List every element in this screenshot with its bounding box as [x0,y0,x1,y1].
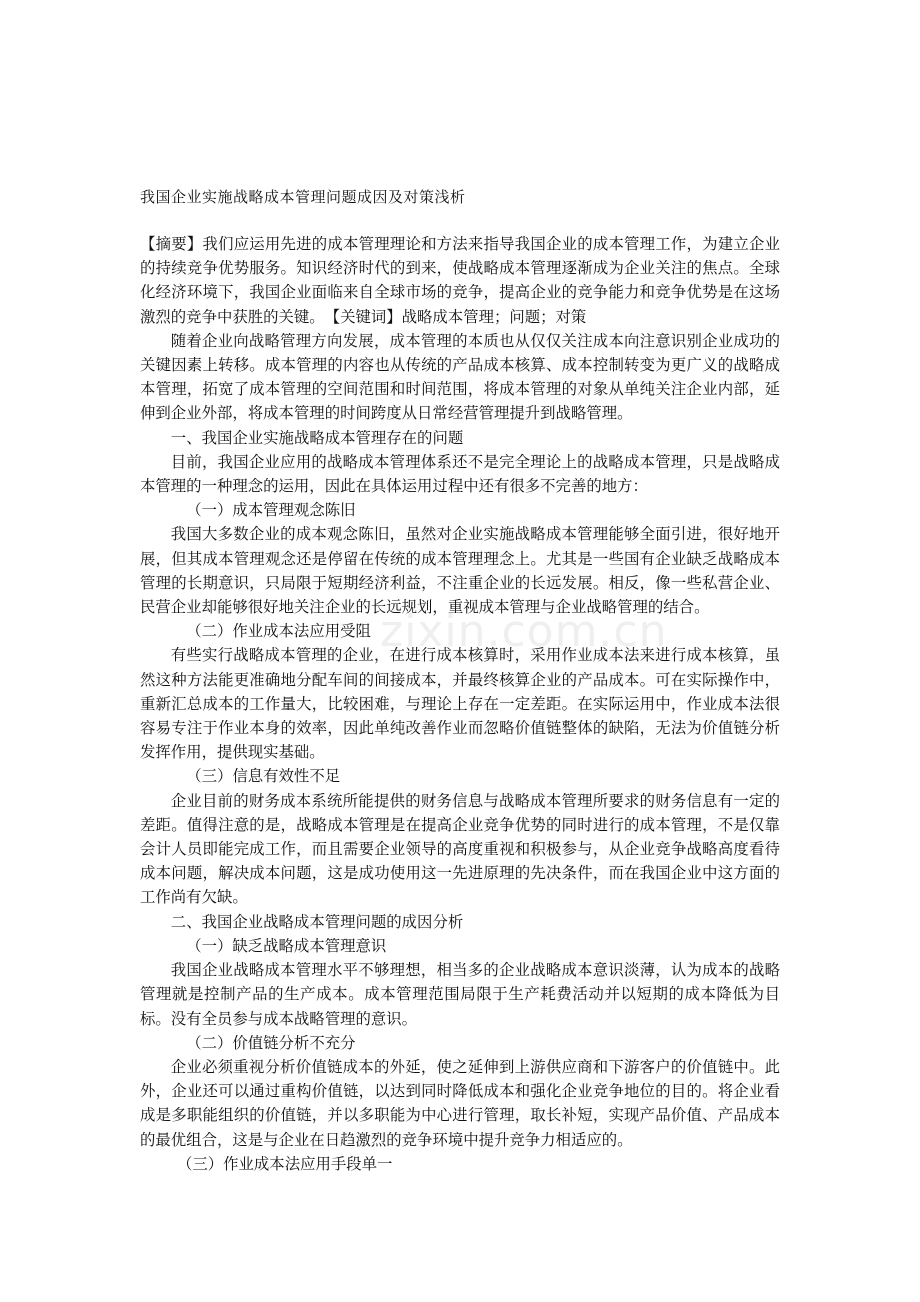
subsection-heading: （一）成本管理观念陈旧 [186,501,356,520]
body-paragraph: 目前，我国企业应用的战略成本管理体系还不是完全理论上的战略成本管理，只是战略成本管理的一种理念的运用，因此在具体运用过程中还有很多不完善的地方： [140,452,780,496]
section-heading: 二、我国企业战略成本管理问题的成因分析 [170,912,464,931]
subsection-heading: （二）价值链分析不充分 [186,1033,356,1052]
watermark-text: zixin.com.cn [380,606,668,657]
abstract-paragraph: 【摘要】我们应运用先进的成本管理理论和方法来指导我国企业的成本管理工作，为建立企业的持续竞争优势服务。知识经济时代的到来，使战略成本管理逐渐成为企业关注的焦点。全球化经济环境下，我国企业面临来自全球市场的竞争，提高企业的竞争能力和竞争优势是在这场激烈的竞争中获胜的关键。 【关键词】战略成本管理；问题；对策 [140,235,780,326]
body-paragraph: 企业必须重视分析价值链成本的外延，使之延伸到上游供应商和下游客户的价值链中。此外，企业还可以通过重构价值链，以达到同时降低成本和强化企业竞争地位的目的。将企业看成是多职能组织的价值链，并以多职能为中心进行管理，取长补短，实现产品价值、产品成本的最优组合，这是与企业在日趋激烈的竞争环境中提升竞争力相适应的。 [140,1057,780,1149]
subsection-heading: （一）缺乏战略成本管理意识 [186,936,387,955]
subsection-heading: （二）作业成本法应用受阻 [186,622,371,641]
body-paragraph: 企业目前的财务成本系统所能提供的财务信息与战略成本管理所要求的财务信息有一定的差距。值得注意的是，战略成本管理是在提高企业竞争优势的同时进行的成本管理，不是仅靠会计人员即能完成工作，而且需要企业领导的高度重视和积极参与，从企业竞争战略高度看待成本问题，解决成本问题，这是成功使用这一先进原理的先决条件，而在我国企业中这方面的工作尚有欠缺。 [140,791,780,907]
body-paragraph: 有些实行战略成本管理的企业，在进行成本核算时，采用作业成本法来进行成本核算，虽然这种方法能更准确地分配车间的间接成本，并最终核算企业的产品成本。可在实际操作中，重新汇总成本的工作量大，比较困难，与理论上存在一定差距。在实际运用中，作业成本法很容易专注于作业本身的效率，因此单纯改善作业而忽略价值链整体的缺陷，无法为价值链分析发挥作用，提供现实基础。 [140,646,780,762]
section-heading: 一、我国企业实施战略成本管理存在的问题 [170,428,464,447]
body-paragraph: 我国大多数企业的成本观念陈旧，虽然对企业实施战略成本管理能够全面引进，很好地开展，但其成本管理观念还是停留在传统的成本管理理念上。尤其是一些国有企业缺乏战略成本管理的长期意识，只局限于短期经济利益，不注重企业的长远发展。相反，像一些私营企业、民营企业却能够很好地关注企业的长远规划，重视成本管理与企业战略管理的结合。 [140,525,780,617]
body-paragraph: 随着企业向战略管理方向发展，成本管理的本质也从仅仅关注成本向注意识别企业成功的关键因素上转移。成本管理的内容也从传统的产品成本核算、成本控制转变为更广义的战略成本管理，拓宽了成本管理的空间范围和时间范围，将成本管理的对象从单纯关注企业内部，延伸到企业外部，将成本管理的时间跨度从日常经营管理提升到战略管理。 [140,331,780,423]
body-paragraph: 我国企业战略成本管理水平不够理想，相当多的企业战略成本意识淡薄，认为成本的战略管理就是控制产品的生产成本。成本管理范围局限于生产耗费活动并以短期的成本降低为目标。没有全员参与成本战略管理的意识。 [140,961,780,1028]
document-title: 我国企业实施战略成本管理问题成因及对策浅析 [140,188,466,206]
subsection-heading: （三）信息有效性不足 [186,767,341,786]
document-body [140,232,780,1176]
subsection-heading: （三）作业成本法应用手段单一 [176,1154,393,1173]
